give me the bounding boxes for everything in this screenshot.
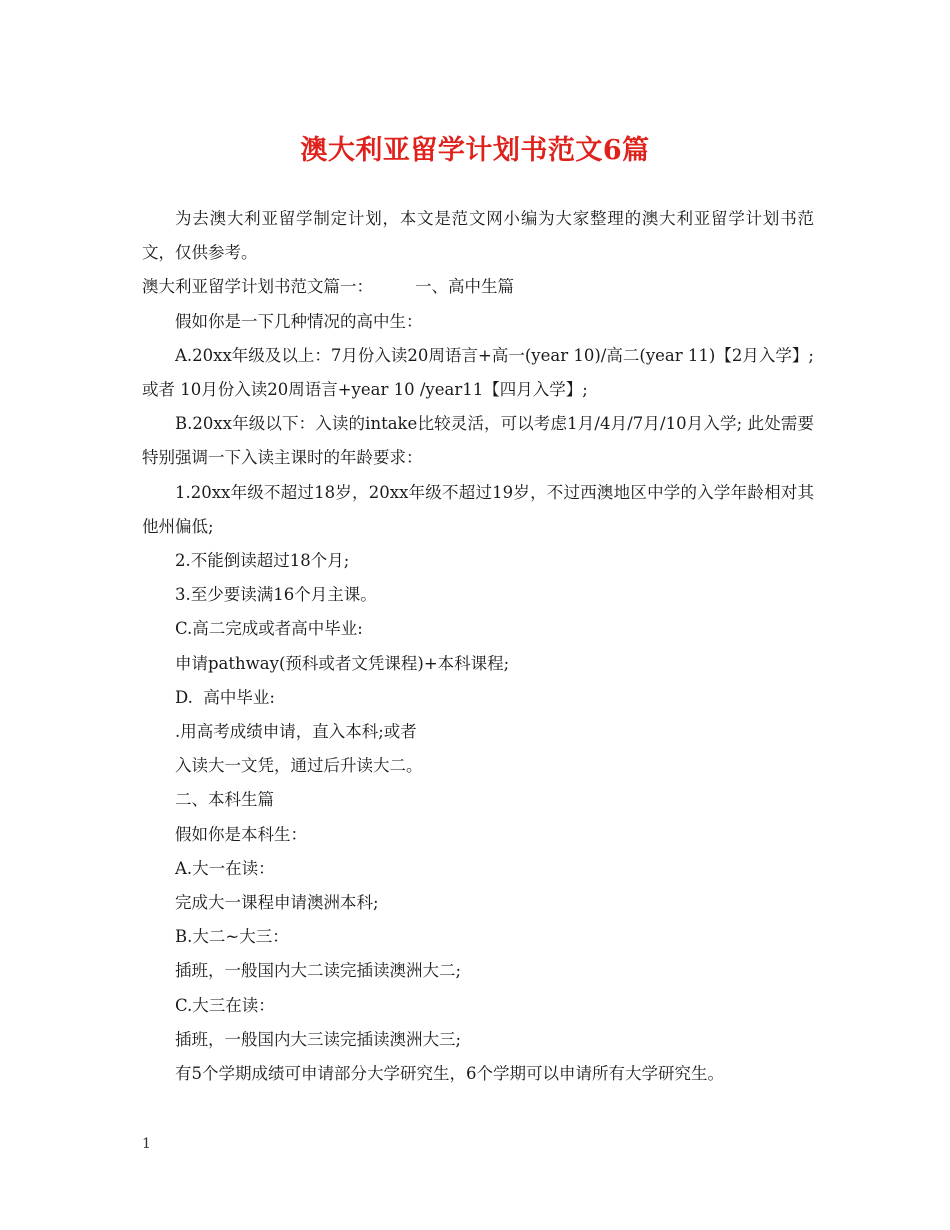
paragraph: A.大一在读： (175, 858, 275, 878)
paragraph: 2.不能倒读超过18个月; (175, 551, 350, 571)
paragraph: 澳大利亚留学计划书范文篇一： 一、高中生篇 (142, 277, 514, 297)
paragraph: 假如你是一下几种情况的高中生： (175, 311, 423, 331)
paragraph: 申请pathway(预科或者文凭课程)+本科课程; (175, 653, 510, 673)
paragraph: 1.20xx年级不超过18岁，20xx年级不超过19岁，不过西澳地区中学的入学年龄相对其他州偏低; (142, 482, 814, 536)
paragraph: 假如你是本科生： (175, 824, 307, 844)
paragraph: C.大三在读： (175, 995, 275, 1015)
paragraph: D. 高中毕业: (175, 687, 275, 707)
document-body (142, 202, 814, 1091)
paragraph: 插班，一般国内大二读完插读澳洲大二; (175, 961, 462, 981)
paragraph: B.20xx年级以下：入读的intake比较灵活，可以考虑1月/4月/7月/10月入学; 此处需要特别强调一下入读主课时的年龄要求： (142, 414, 814, 468)
paragraph: 3.至少要读满16个月主课。 (175, 585, 377, 605)
paragraph: .用高考成绩申请，直入本科;或者 (175, 722, 417, 742)
paragraph: 二、本科生篇 (175, 790, 274, 810)
page-number: 1 (142, 1136, 151, 1152)
paragraph: 有5个学期成绩可申请部分大学研究生，6个学期可以申请所有大学研究生。 (175, 1064, 724, 1084)
paragraph: C.高二完成或者高中毕业: (175, 619, 363, 639)
paragraph: 为去澳大利亚留学制定计划，本文是范文网小编为大家整理的澳大利亚留学计划书范文，仅供参考。 (142, 209, 814, 263)
page-title: 澳大利亚留学计划书范文6篇 (300, 135, 650, 166)
paragraph: A.20xx年级及以上：7月份入读20周语言+高一(year 10)/高二(year 11)【2月入学】;或者 10月份入读20周语言+year 10 /year11【四月入学】; (142, 345, 814, 400)
paragraph: 入读大一文凭，通过后升读大二。 (175, 756, 423, 776)
paragraph: 完成大一课程申请澳洲本科; (175, 893, 379, 913)
paragraph: B.大二~大三： (175, 927, 289, 947)
paragraph: 插班，一般国内大三读完插读澳洲大三; (175, 1029, 462, 1049)
